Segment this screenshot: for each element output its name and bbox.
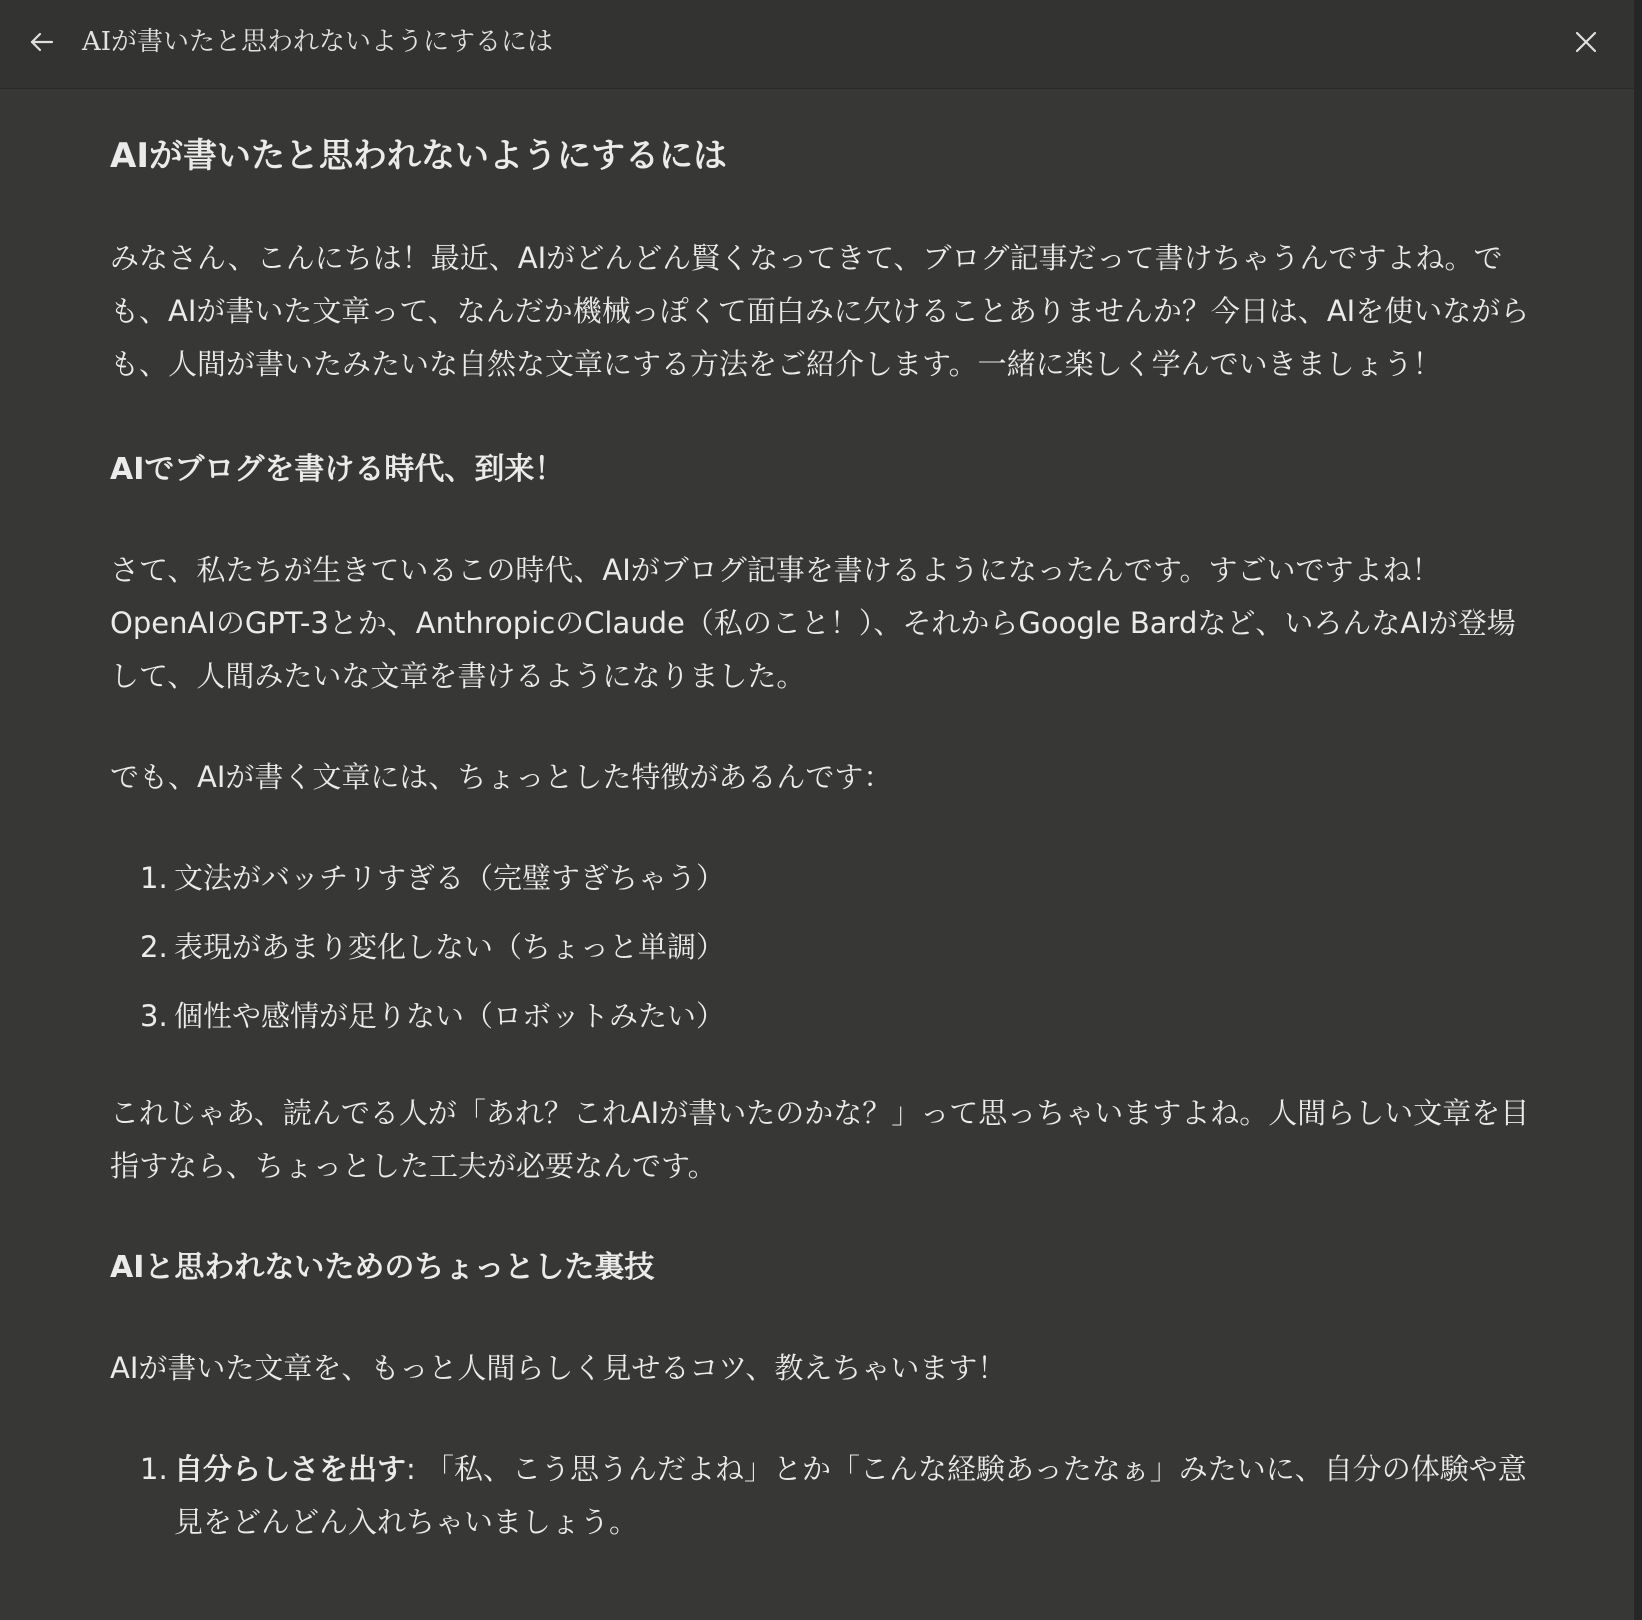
section-heading-ai-blog-era: AIでブログを書ける時代、到来！ [110,452,565,487]
header-title: AIが書いたと思われないようにするには [82,27,554,57]
list-item [110,990,1530,1059]
article-body [110,120,1530,1549]
article-title: AIが書いたと思われないようにするには [110,136,727,176]
tip-text: : 「私、こう思うんだよね」とか「こんな経験あったなぁ」みたいに、自分の体験や意見をどんどん入れちゃいましょう。 [174,1452,1527,1539]
close-button[interactable] [1564,20,1608,64]
ai-traits-list [110,852,1530,1059]
list-item-number: 2. [140,930,168,964]
section1-paragraph-3: これじゃあ、読んでる人が「あれ？これAIが書いたのかな？」って思っちゃいますよね。人間らしい文章を目指すなら、ちょっとした工夫が必要なんです。 [110,1096,1530,1183]
list-item [110,921,1530,990]
window-edge [1634,0,1642,1620]
intro-paragraph: みなさん、こんにちは！最近、AIがどんどん賢くなってきて、ブログ記事だって書けちゃうんですよね。でも、AIが書いた文章って、なんだか機械っぽくて面白みに欠けることありませんか？今日は、AIを使いながらも、人間が書いたみたいな自然な文章にする方法をご紹介します。一緒に楽しく学んでいきましょう！ [110,241,1530,381]
list-item-number: 1. [140,1452,168,1486]
section1-paragraph-2: でも、AIが書く文章には、ちょっとした特徴があるんです： [110,760,893,794]
tips-list [110,1443,1530,1549]
tip-label: 自分らしさを出す [174,1452,407,1486]
section1-paragraph-1: さて、私たちが生きているこの時代、AIがブログ記事を書けるようになったんです。すごいですよね！OpenAIのGPT-3とか、AnthropicのClaude（私のこと！）、それからGoogle Bardなど、いろんなAIが登場して、人間みたいな文章を書けるようになりました。 [110,553,1516,693]
section2-paragraph-1: AIが書いた文章を、もっと人間らしく見せるコツ、教えちゃいます！ [110,1351,1007,1385]
section-heading-tricks: AIと思われないためのちょっとした裏技 [110,1250,655,1285]
arrow-left-icon [29,29,55,55]
list-item-text: 個性や感情が足りない（ロボットみたい） [174,999,726,1033]
list-item [110,1443,1530,1549]
list-item [110,852,1530,921]
list-item-text: 文法がバッチリすぎる（完璧すぎちゃう） [174,861,726,895]
list-item-number: 3. [140,999,168,1033]
list-item-number: 1. [140,861,168,895]
close-icon [1574,30,1598,54]
list-item-text: 表現があまり変化しない（ちょっと単調） [174,930,726,964]
back-button[interactable] [22,22,62,62]
document-header [0,0,1634,89]
